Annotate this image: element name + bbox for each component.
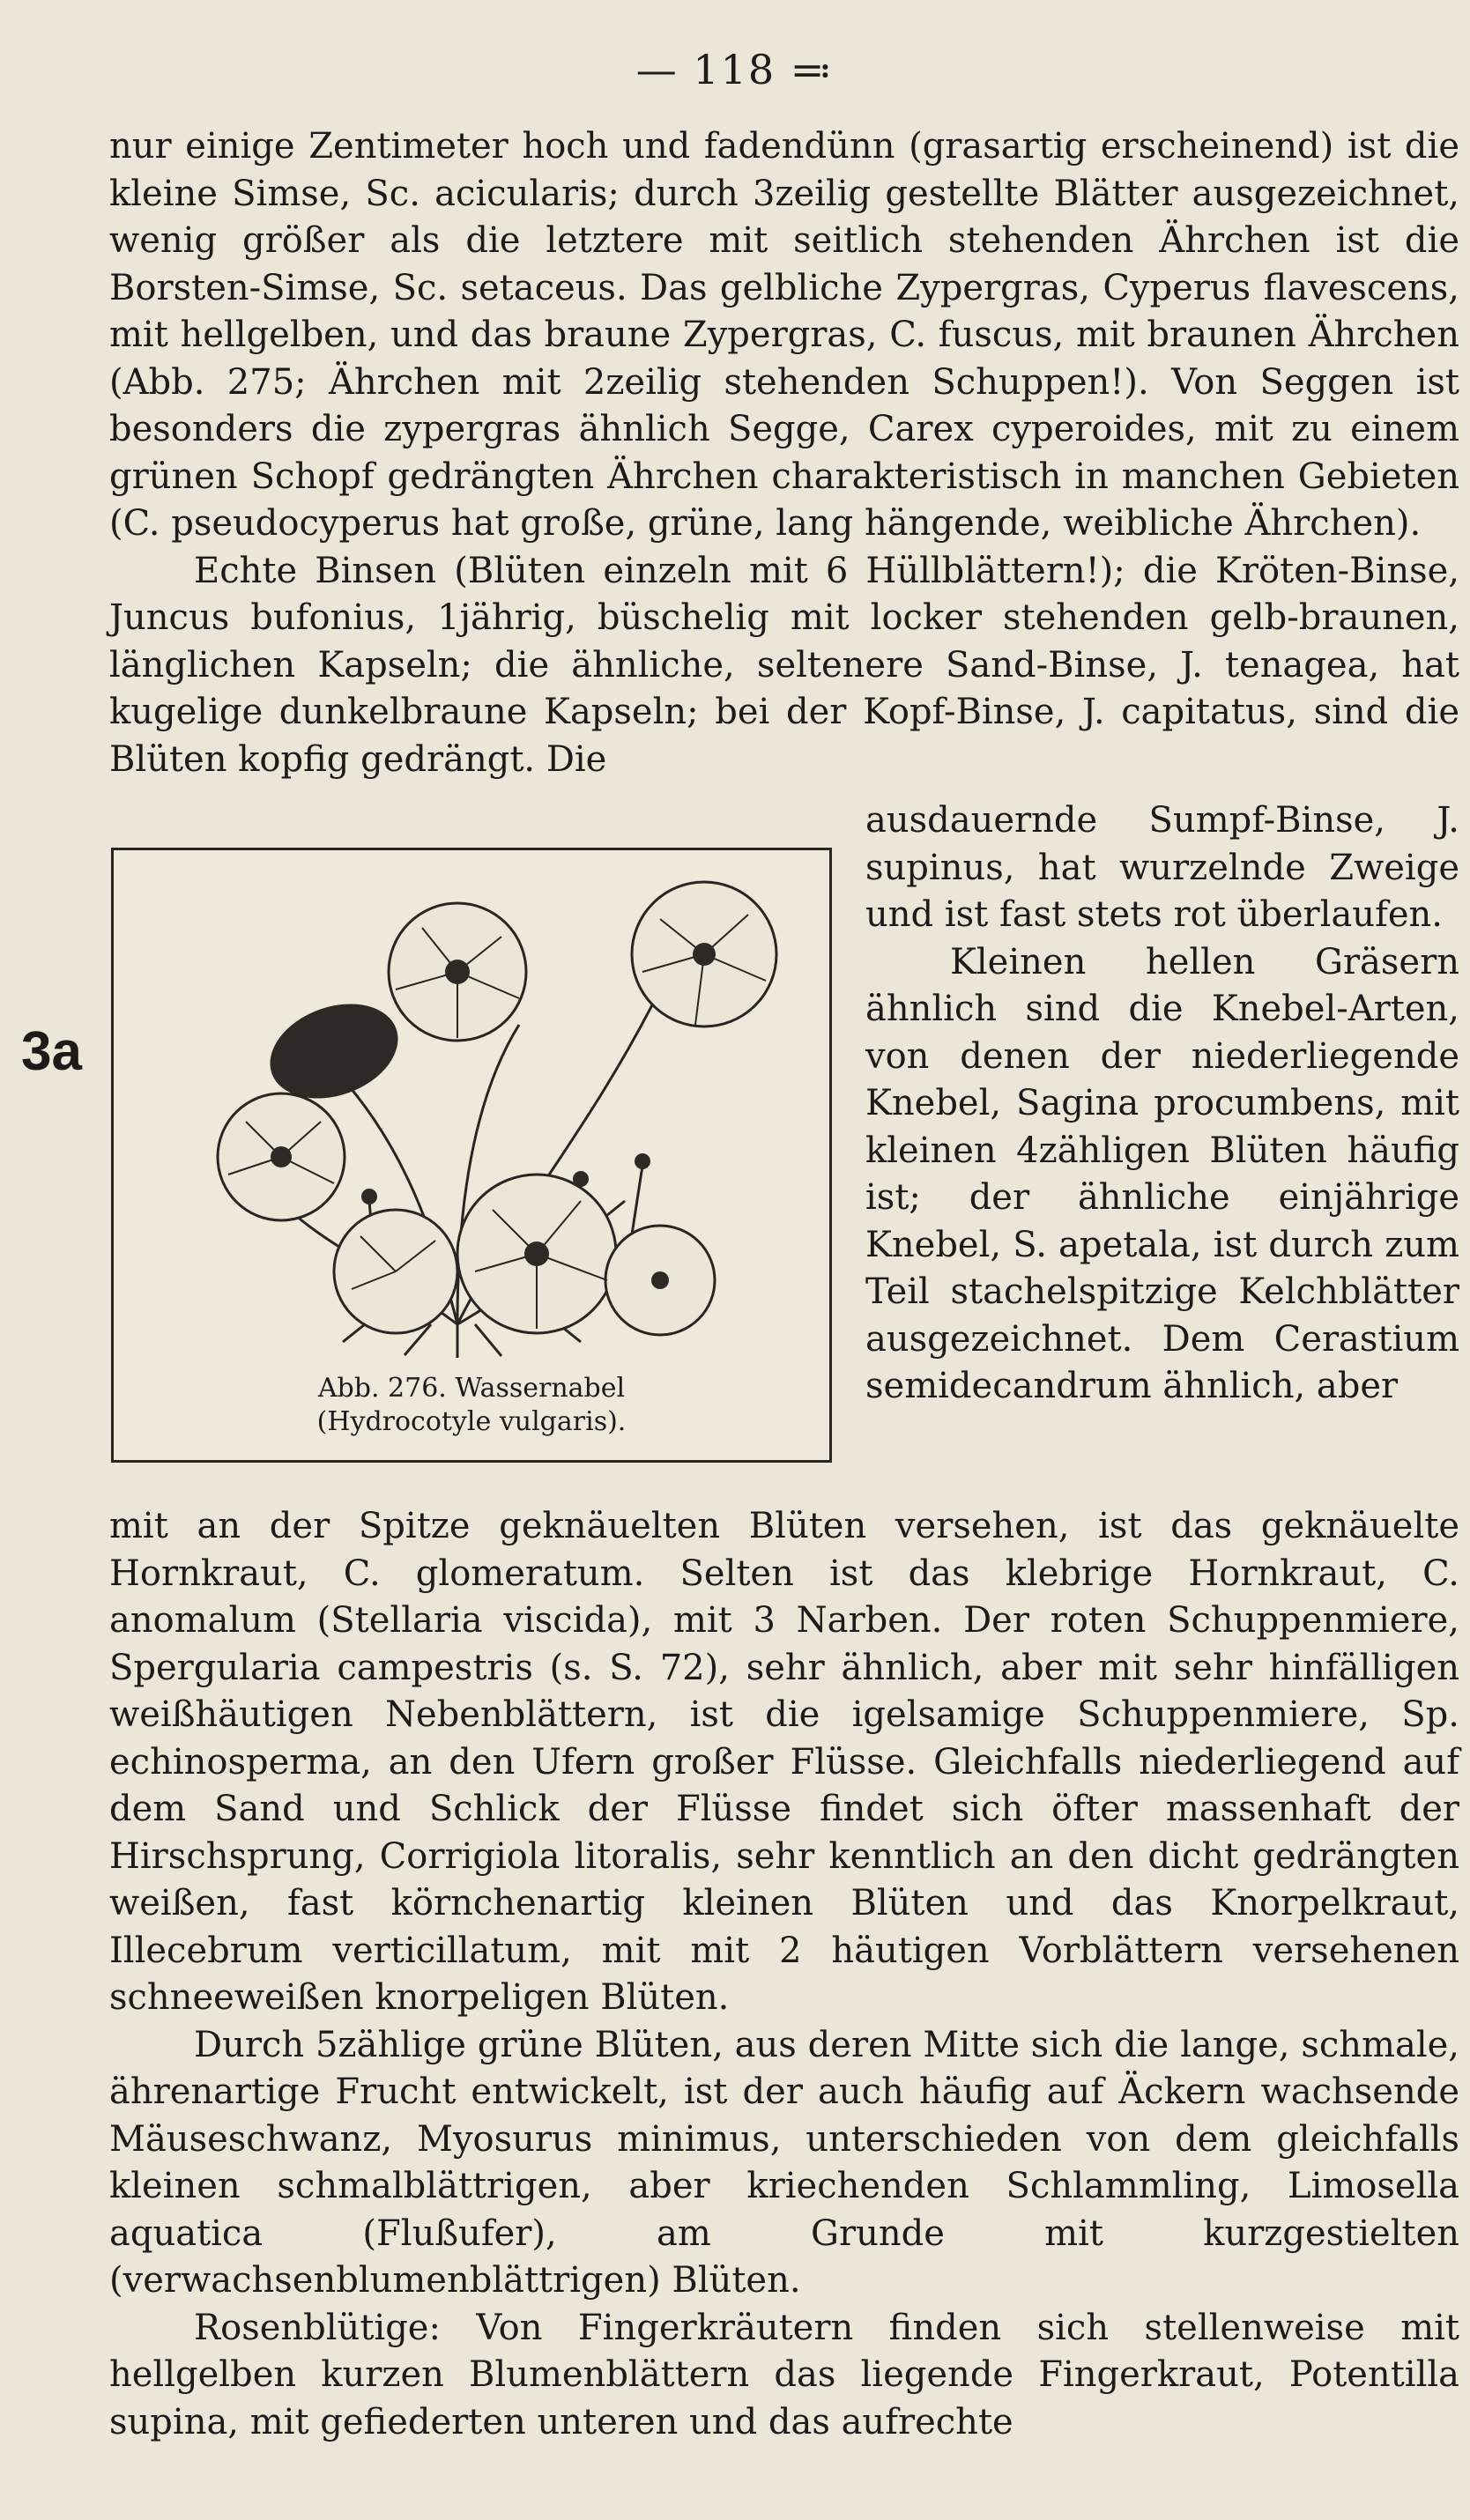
paragraph: Durch 5zählige grüne Blüten, aus deren Mitte sich die lange, schmale, ährenartige Frucht entwickelt, ist der auch häufig auf Äckern wachsende Mäuseschwanz, Myosurus minimus, unterschieden von dem gleichfalls kleinen schmalblättrigen, aber kriechenden Schlammling, Limosella aquatica (Flußufer), am Grunde mit kurzgestielten (verwachsenblumenblättrigen) Blüten. bbox=[109, 2024, 1459, 2301]
paragraph: Kleinen hellen Gräsern ähnlich sind die Knebel-Arten, von denen der niederliegende Knebel, Sagina procumbens, mit kleinen 4zähligen Blüten häufig ist; der ähnliche einjährige Knebel, S. apetala, ist durch zum Teil stachelspitzige Kelchblätter ausgezeichnet. Dem Cerastium semidecandrum ähnlich, aber bbox=[865, 941, 1459, 1406]
paragraph: Echte Binsen (Blüten einzeln mit 6 Hüllblättern!); die Kröten-Binse, Juncus bufonius, 1jährig, büschelig mit locker stehenden gelb-braunen, länglichen Kapseln; die ähnliche, seltenere Sand-Binse, J. tenagea, hat kugelige dunkelbraune Kapseln; bei der Kopf-Binse, J. capitatus, sind die Blüten kopfig gedrängt. Die bbox=[109, 550, 1459, 780]
caption-line: Abb. 276. Wassernabel bbox=[317, 1373, 626, 1404]
figure-caption bbox=[114, 1372, 829, 1439]
text-block-bottom bbox=[109, 1503, 1459, 2446]
paragraph: Rosenblütige: Von Fingerkräutern finden sich stellenweise mit hellgelben kurzen Blumenblättern das liegende Fingerkraut, Potentilla supina, mit gefiederten unteren und das aufrechte bbox=[109, 2307, 1459, 2442]
figure-hydrocotyle bbox=[111, 848, 832, 1463]
caption-line: (Hydrocotyle vulgaris). bbox=[316, 1406, 627, 1437]
margin-mark: 3a bbox=[21, 1021, 82, 1082]
text-block-side bbox=[865, 797, 1459, 1411]
text-block-top bbox=[109, 123, 1459, 783]
page-number: — 118 ≕ bbox=[635, 46, 835, 93]
paragraph: nur einige Zentimeter hoch und fadendünn (grasartig erscheinend) ist die kleine Simse, Sc. acicularis; durch 3zeilig gestellte Blätter ausgezeichnet, wenig größer als die letztere mit seitlich stehenden Ährchen ist die Borsten-Simse, Sc. setaceus. Das gelbliche Zypergras, Cyperus flavescens, mit hellgelben, und das braune Zypergras, C. fuscus, mit braunen Ährchen (Abb. 275; Ährchen mit 2zeilig stehenden Schuppen!). Von Seggen ist besonders die zypergras ähnlich Segge, Carex cyperoides, mit zu einem grünen Schopf gedrängten Ährchen charakteristisch in manchen Gebieten (C. pseudocyperus hat große, grüne, lang hängende, weibliche Ährchen). bbox=[109, 126, 1459, 544]
paragraph: ausdauernde Sumpf-Binse, J. supinus, hat wurzelnde Zweige und ist fast stets rot überlaufen. bbox=[865, 800, 1459, 935]
paragraph: mit an der Spitze geknäuelten Blüten versehen, ist das geknäuelte Hornkraut, C. glomeratum. Selten ist das klebrige Hornkraut, C. anomalum (Stellaria viscida), mit 3 Narben. Der roten Schuppenmiere, Spergularia campestris (s. S. 72), sehr ähnlich, aber mit sehr hinfälligen weißhäutigen Nebenblättern, ist die igelsamige Schuppenmiere, Sp. echinosperma, an den Ufern großer Flüsse. Gleichfalls niederliegend auf dem Sand und Schlick der Flüsse findet sich öfter massenhaft der Hirschsprung, Corrigiola litoralis, sehr kenntlich an den dicht gedrängten weißen, fast körnchenartig kleinen Blüten und das Knorpelkraut, Illecebrum verticillatum, mit mit 2 häutigen Vorblättern versehenen schneeweißen knorpeligen Blüten. bbox=[109, 1506, 1459, 2018]
plant-illustration bbox=[167, 866, 783, 1360]
